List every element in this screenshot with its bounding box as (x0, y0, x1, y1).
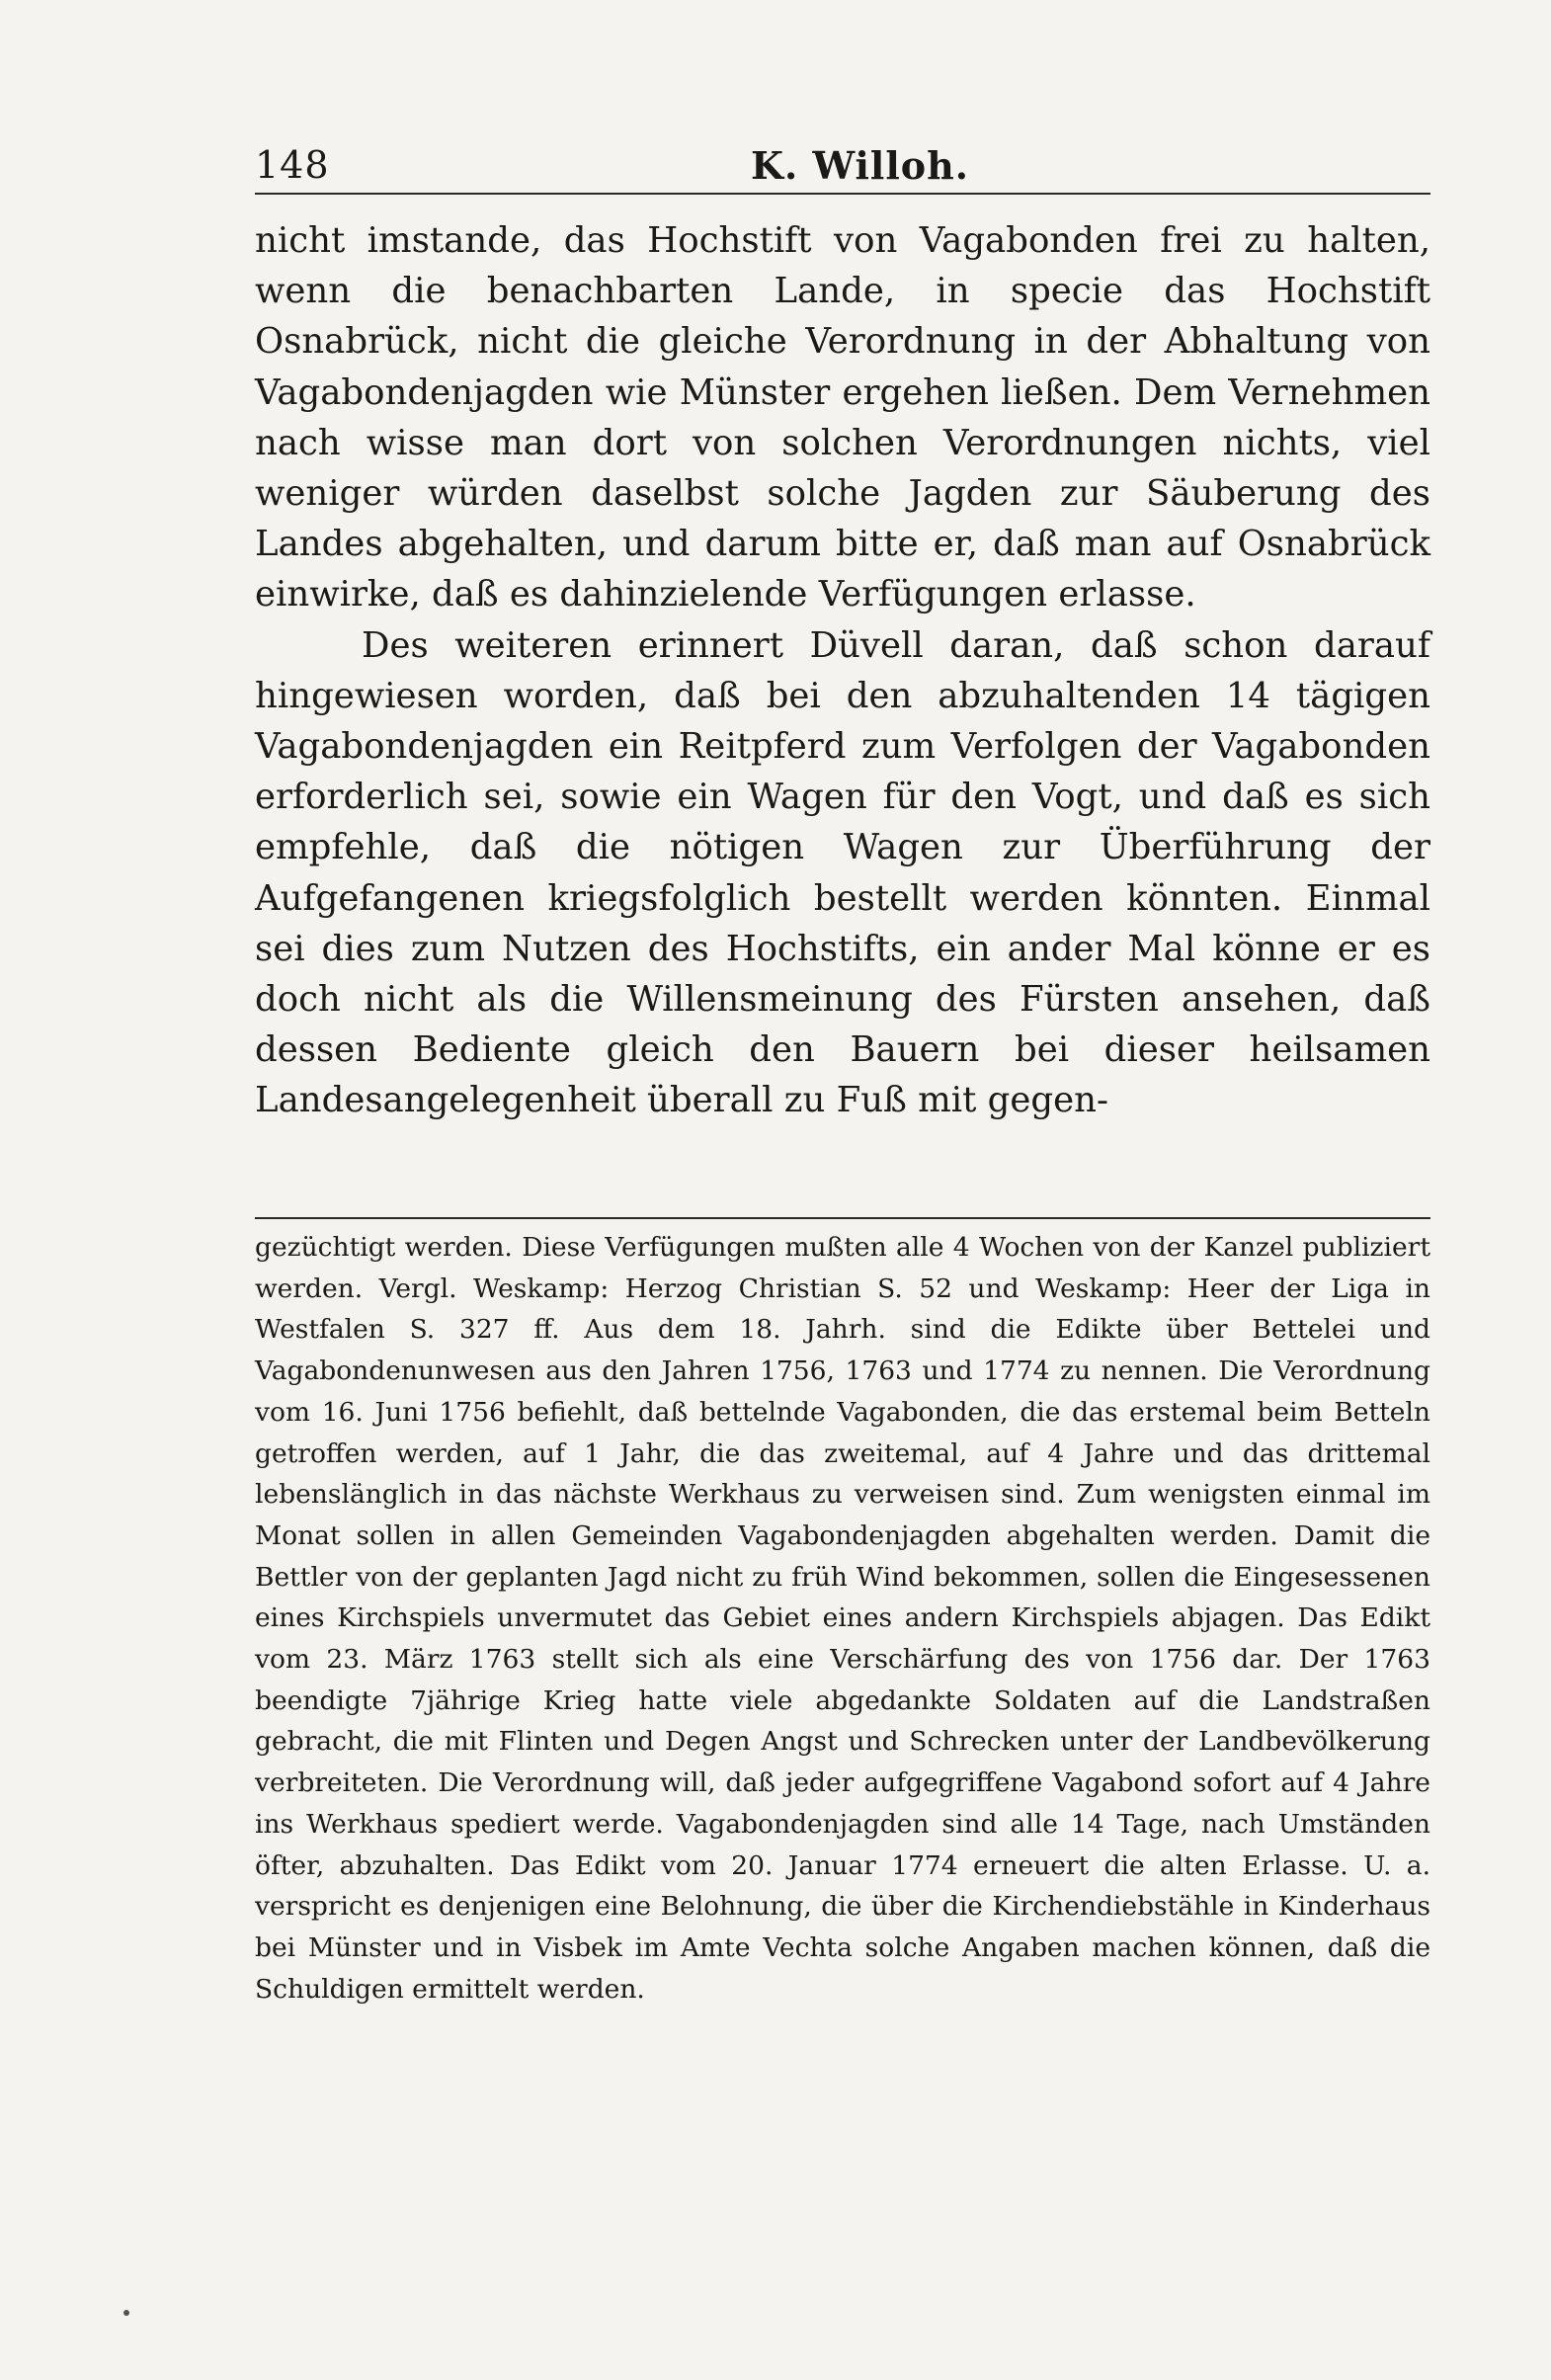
footnote-paragraph: gezüchtigt werden. Diese Verfügungen mußten alle 4 Wochen von der Kanzel publiziert werden. Vergl. Weskamp: Herzog Christian S. 52 und Weskamp: Heer der Liga in Westfalen S. 327 ff. Aus dem 18. Jahrh. sind die Edikte über Bettelei und Vagabondenunwesen aus den Jahren 1756, 1763 und 1774 zu nennen. Die Verordnung vom 16. Juni 1756 befiehlt, daß bettelnde Vagabonden, die das erstemal beim Betteln getroffen werden, auf 1 Jahr, die das zweitemal, auf 4 Jahre und das drittemal lebenslänglich in das nächste Werkhaus zu verweisen sind. Zum wenigsten einmal im Monat sollen in allen Gemeinden Vagabondenjagden abgehalten werden. Damit die Bettler von der geplanten Jagd nicht zu früh Wind bekommen, sollen die Eingesessenen eines Kirchspiels unvermutet das Gebiet eines andern Kirchspiels abjagen. Das Edikt vom 23. März 1763 stellt sich als eine Verschärfung des von 1756 dar. Der 1763 beendigte 7jährige Krieg hatte viele abgedankte Soldaten auf die Landstraßen gebracht, die mit Flinten und Degen Angst und Schrecken unter der Landbevölkerung verbreiteten. Die Verordnung will, daß jeder aufgegriffene Vagabond sofort auf 4 Jahre ins Werkhaus spediert werde. Vagabondenjagden sind alle 14 Tage, nach Umständen öfter, abzuhalten. Das Edikt vom 20. Januar 1774 erneuert die alten Erlasse. U. a. verspricht es denjenigen eine Belohnung, die über die Kirchendiebstähle in Kinderhaus bei Münster und in Visbek im Amte Vechta solche Angaben machen können, daß die Schuldigen ermittelt werden. (255, 1232, 1430, 2005)
header-rule (255, 193, 1430, 195)
page-number: 148 (255, 143, 330, 187)
main-text (255, 215, 1430, 1126)
footnote-rule (255, 1217, 1430, 1219)
paragraph-2: Des weiteren erinnert Düvell daran, daß schon darauf hingewiesen worden, daß bei den abzuhaltenden 14 tägigen Vagabondenjagden ein Reitpferd zum Verfolgen der Vagabonden erforderlich sei, sowie ein Wagen für den Vogt, und daß es sich empfehle, daß die nötigen Wagen zur Überführung der Aufgefangenen kriegsfolglich bestellt werden könnten. Einmal sei dies zum Nutzen des Hochstifts, ein ander Mal könne er es doch nicht als die Willensmeinung des Fürsten ansehen, daß dessen Bediente gleich den Bauern bei dieser heilsamen Landesangelegenheit überall zu Fuß mit gegen- (255, 624, 1430, 1121)
ink-speck (123, 2310, 129, 2316)
running-head: K. Willoh. (751, 143, 970, 188)
page-header (255, 143, 1430, 193)
paragraph-1: nicht imstande, das Hochstift von Vagabonden frei zu halten, wenn die benachbarten Lande, in specie das Hochstift Osnabrück, nicht die gleiche Verordnung in der Abhaltung von Vagabondenjagden wie Münster ergehen ließen. Dem Vernehmen nach wisse man dort von solchen Verordnungen nichts, viel weniger würden daselbst solche Jagden zur Säuberung des Landes abgehalten, und darum bitte er, daß man auf Osnabrück einwirke, daß es dahinzielende Verfügungen erlasse. (255, 220, 1430, 616)
footnote (255, 1227, 1430, 2010)
